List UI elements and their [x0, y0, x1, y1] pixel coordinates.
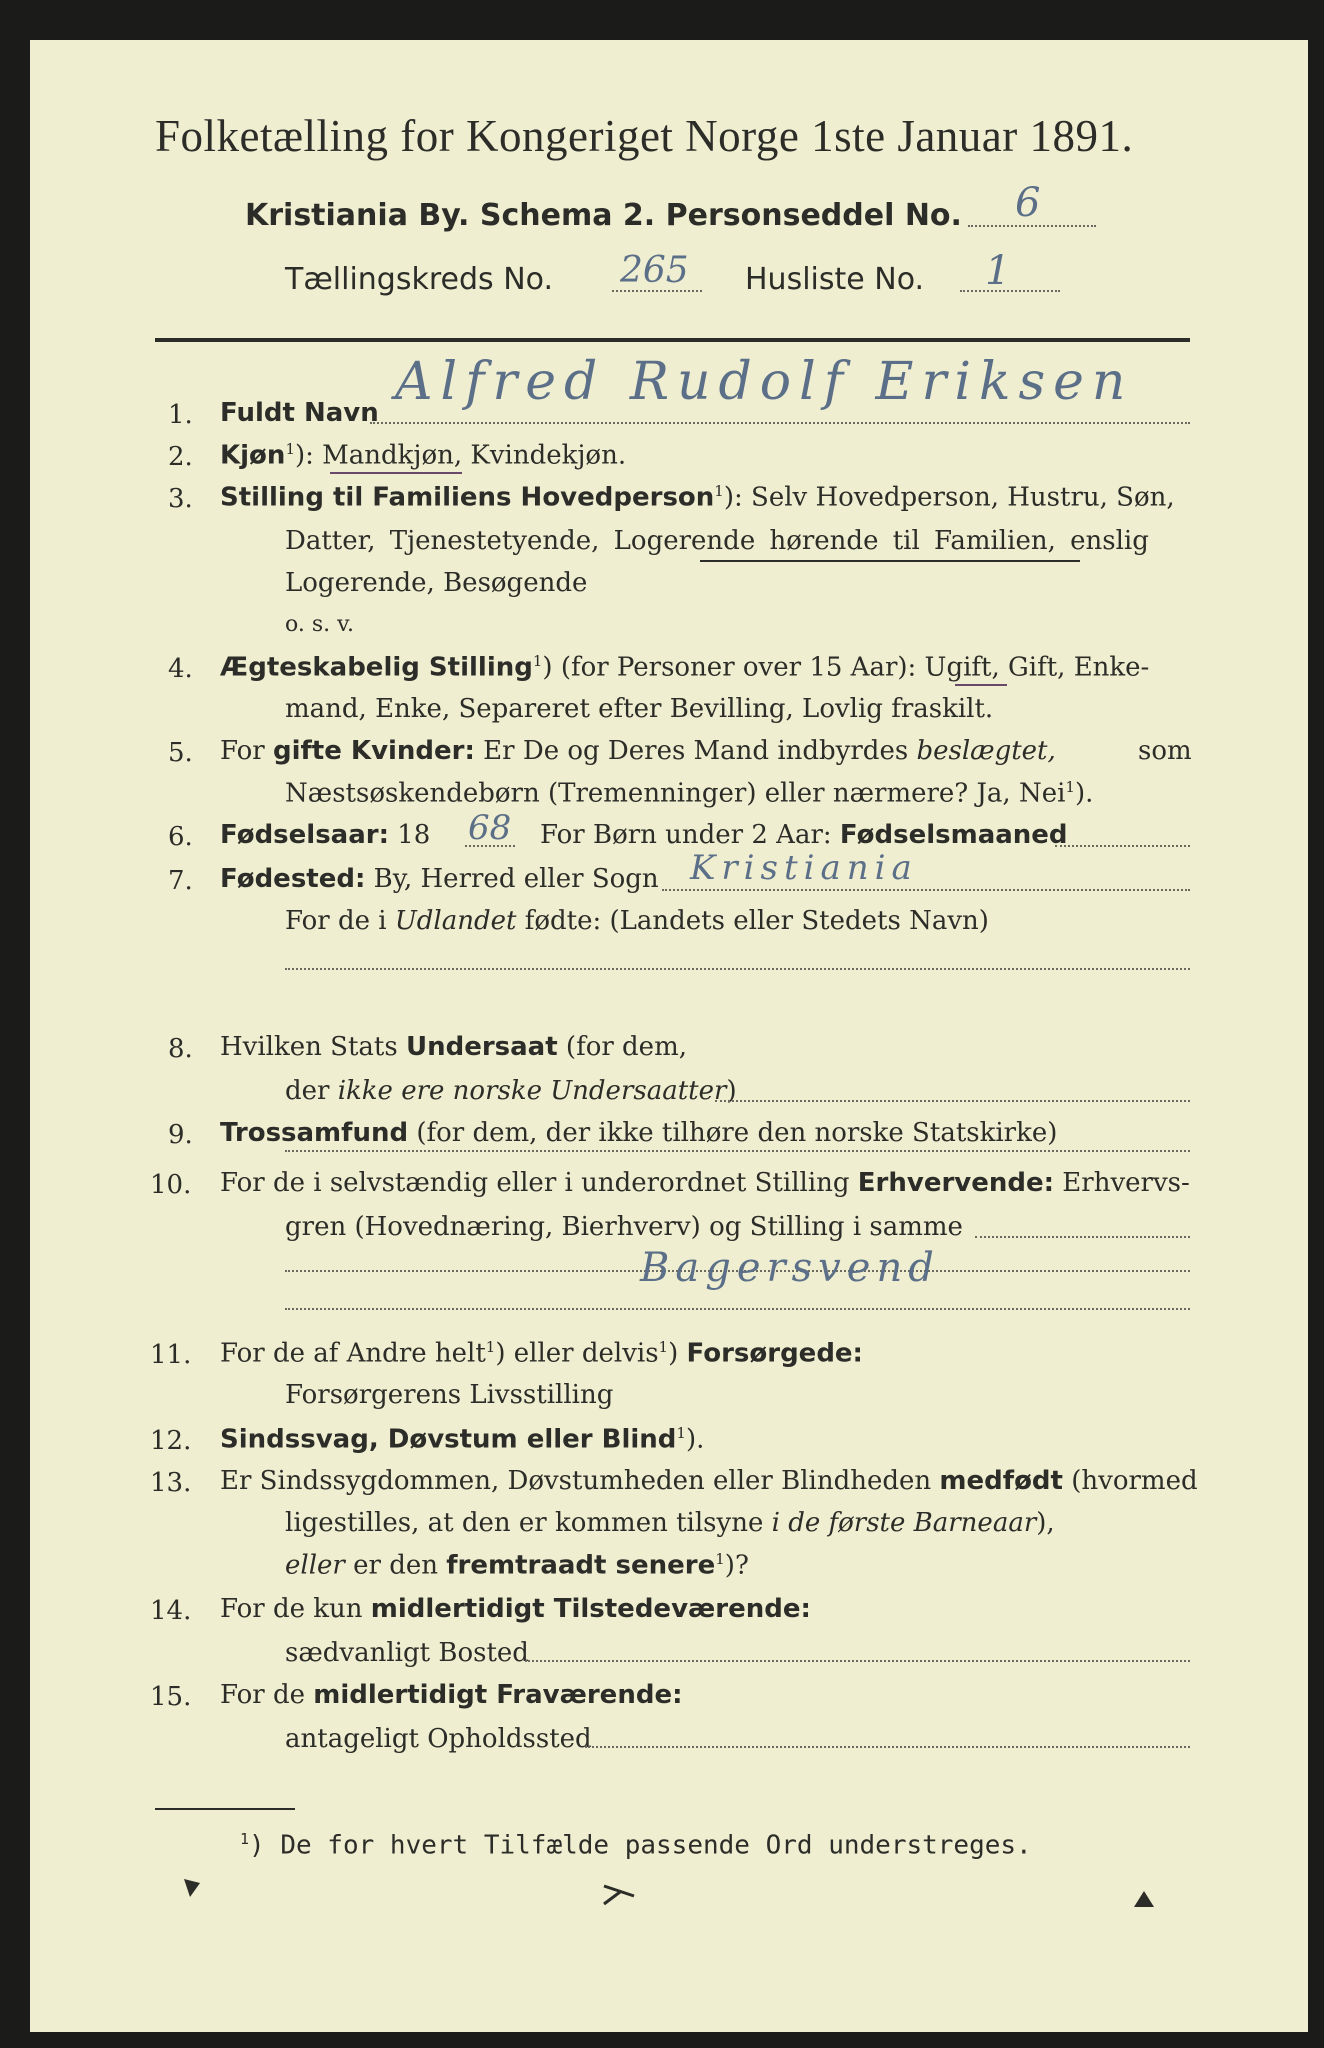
- q5-sup: 1: [1065, 778, 1075, 796]
- q14-number: 14.: [150, 1596, 192, 1626]
- q8-text2-end: ): [726, 1076, 737, 1106]
- q11-text1-b: ) eller delvis: [495, 1338, 659, 1369]
- q11-sup2: 1: [658, 1338, 669, 1356]
- q5-text2-end: ).: [1074, 778, 1094, 809]
- q8-text1-end: (for dem,: [565, 1032, 687, 1062]
- q8-number: 8.: [168, 1034, 193, 1064]
- q13-text3-end: )?: [724, 1550, 749, 1581]
- q6-label: Fødselsaar:: [220, 820, 389, 850]
- dotted-line: [525, 1660, 1190, 1662]
- q10-text1: For de i selvstændig eller i underordnet Stilling: [220, 1168, 850, 1198]
- q5-label: gifte Kvinder:: [272, 736, 475, 766]
- q2-label: Kjøn: [220, 440, 286, 471]
- q7-label: Fødested:: [220, 864, 366, 894]
- q15-number: 15.: [150, 1682, 192, 1712]
- q3-text2: Datter, Tjenestetyende, Logerende hørende til Familien, enslig: [285, 526, 1149, 556]
- q11-number: 11.: [150, 1340, 192, 1370]
- q3-text3: Logerende, Besøgende: [285, 568, 588, 598]
- q3-number: 3.: [168, 484, 193, 514]
- q5-text2: Næstsøskendebørn (Tremenninger) eller nærmere? Ja, Nei: [285, 778, 1066, 809]
- q5-text1: Er De og Deres Mand indbyrdes: [483, 736, 909, 766]
- q15-text1: For de: [220, 1680, 305, 1710]
- q6-text: For Børn under 2 Aar:: [540, 820, 832, 850]
- q1-number: 1.: [168, 400, 193, 430]
- q15-label: midlertidigt Fraværende:: [313, 1680, 683, 1710]
- q11-sup: 1: [485, 1338, 496, 1356]
- q7-text2-end: fødte: (Landets eller Stedets Navn): [524, 906, 989, 936]
- dotted-line: [285, 968, 1190, 970]
- q9-text: (for dem, der ikke tilhøre den norske Statskirke): [416, 1118, 1058, 1148]
- q12-text: ).: [685, 1424, 705, 1455]
- q4-label: Ægteskabelig Stilling: [220, 652, 533, 683]
- q13-sup: 1: [715, 1550, 725, 1568]
- q6-label2: Fødselsmaaned: [839, 820, 1068, 850]
- q4-text1: ) (for Personer over 15 Aar): Ugift, Gift, Enke-: [542, 652, 1150, 683]
- q10-answer: Bagersvend: [640, 1245, 940, 1291]
- q8-label: Undersaat: [405, 1032, 558, 1062]
- decorative-mark: [1130, 1885, 1160, 1915]
- q13-text3: er den: [353, 1550, 438, 1581]
- q1-answer: Alfred Rudolf Eriksen: [395, 352, 1134, 412]
- q4-underline-ugift: [955, 684, 1007, 686]
- q5-number: 5.: [168, 738, 193, 768]
- taellingskreds-number: 265: [620, 250, 689, 291]
- personseddel-number: 6: [1015, 180, 1041, 226]
- q11-text1-c: ): [668, 1338, 679, 1369]
- footnote-rule: [155, 1808, 295, 1810]
- q6-number: 6.: [168, 822, 193, 852]
- q11-text1: For de af Andre helt: [220, 1338, 486, 1369]
- q13-text2-end: ),: [1036, 1508, 1055, 1538]
- dotted-line: [1055, 845, 1190, 847]
- dotted-line: [715, 1100, 1190, 1102]
- q3-underline: [700, 560, 1080, 562]
- q2-text: ): Mandkjøn, Kvindekjøn.: [294, 440, 627, 471]
- decorative-mark: [180, 1875, 210, 1905]
- q5-text1-end: som: [1138, 736, 1192, 766]
- q8-text2-italic: ikke ere norske Undersaatter: [337, 1076, 727, 1106]
- q3-label: Stilling til Familiens Hovedperson: [220, 482, 715, 513]
- dotted-line: [662, 889, 1190, 891]
- q3-text4: o. s. v.: [285, 612, 354, 637]
- decorative-mark: [600, 1880, 640, 1910]
- dotted-line: [285, 1308, 1190, 1310]
- dotted-line: [585, 1746, 1190, 1748]
- q13-text2-italic: i de første Barneaar: [771, 1508, 1037, 1538]
- q6-answer: 68: [468, 808, 512, 848]
- q11-text2: Forsørgerens Livsstilling: [285, 1380, 614, 1410]
- q11-label: Forsørgede:: [686, 1338, 863, 1369]
- q5-label-pre: For: [220, 736, 265, 766]
- form-title: Folketælling for Kongeriget Norge 1ste Januar 1891.: [155, 111, 1134, 161]
- q9-label: Trossamfund: [220, 1118, 409, 1148]
- header-line3-a: Tællingskreds No.: [285, 262, 553, 297]
- q13-label3: fremtraadt senere: [446, 1550, 716, 1581]
- header-line3-b: Husliste No.: [745, 262, 925, 297]
- q7-number: 7.: [168, 866, 193, 896]
- q9-number: 9.: [168, 1120, 193, 1150]
- q3-sup: 1: [714, 482, 724, 500]
- q7-answer: Kristiania: [690, 848, 918, 888]
- dotted-line: [285, 1150, 1190, 1152]
- q1-label: Fuldt Navn: [220, 398, 379, 428]
- q14-text1: For de kun: [220, 1594, 363, 1624]
- q13-text1-end: (hvormed: [1071, 1466, 1198, 1496]
- q2-sup: 1: [285, 440, 295, 458]
- q2-number: 2.: [168, 442, 193, 472]
- q5-text1-italic: beslægtet,: [916, 736, 1056, 766]
- q13-label: medfødt: [939, 1466, 1063, 1496]
- q13-text3-italic: eller: [285, 1550, 345, 1581]
- q8-text1: Hvilken Stats: [220, 1032, 398, 1062]
- q6-value-prefix: 18: [397, 820, 431, 850]
- q4-sup: 1: [532, 652, 543, 670]
- q10-text2: gren (Hovednæring, Bierhverv) og Stilling i samme: [285, 1212, 963, 1242]
- q7-text1: By, Herred eller Sogn: [373, 864, 659, 894]
- footnote-sup: 1: [240, 1830, 250, 1848]
- q14-text2: sædvanligt Bosted: [285, 1638, 529, 1668]
- q14-label: midlertidigt Tilstedeværende:: [370, 1594, 811, 1624]
- q12-number: 12.: [150, 1426, 192, 1456]
- q10-label: Erhvervende:: [857, 1168, 1055, 1198]
- dotted-line: [370, 422, 1190, 424]
- q15-text2: antageligt Opholdssted: [285, 1724, 592, 1754]
- q10-text1-end: Erhvervs-: [1062, 1168, 1190, 1198]
- q3-text1: ): Selv Hovedperson, Hustru, Søn,: [723, 482, 1175, 513]
- q4-number: 4.: [168, 654, 193, 684]
- q12-label: Sindssvag, Døvstum eller Blind: [220, 1424, 677, 1455]
- footnote-text: ) De for hvert Tilfælde passende Ord understreges.: [249, 1830, 1032, 1861]
- q12-sup: 1: [676, 1424, 686, 1442]
- q7-text2: For de i: [285, 906, 387, 936]
- dotted-line: [975, 1236, 1190, 1238]
- q2-underline-mandkjon: [330, 472, 462, 474]
- husliste-number: 1: [985, 248, 1011, 294]
- q7-text2-italic: Udlandet: [394, 906, 517, 936]
- q13-number: 13.: [150, 1468, 192, 1498]
- q13-text2: ligestilles, at den er kommen tilsyne: [285, 1508, 764, 1538]
- header-rule: [155, 338, 1190, 342]
- q10-number: 10.: [150, 1170, 192, 1200]
- header-line2: Kristiania By. Schema 2. Personseddel No.: [245, 198, 962, 233]
- q8-text2: der: [285, 1076, 330, 1106]
- q4-text2: mand, Enke, Separeret efter Bevilling, Lovlig fraskilt.: [285, 694, 994, 724]
- q13-text1: Er Sindssygdommen, Døvstumheden eller Blindheden: [220, 1466, 932, 1496]
